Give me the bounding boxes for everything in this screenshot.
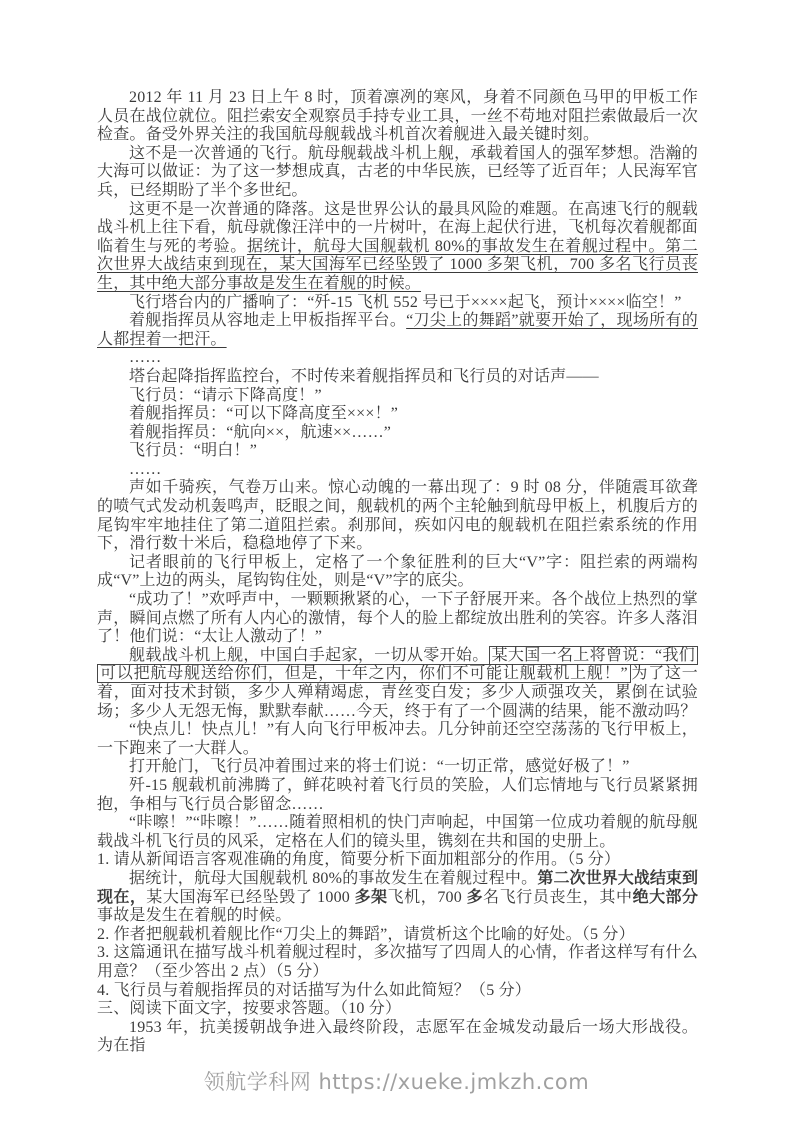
paragraph — [97, 647, 698, 721]
paragraph — [97, 424, 698, 443]
text-run: 2012 年 11 月 23 日上午 8 时，顶着凛冽的寒风，身着不同颜色马甲的甲板工作人员在战位就位。阻拦索安全观察员手持专业工具，一丝不苟地对阻拦索做最后一次检查。备受外界关注的我国航母舰载战斗机首次着舰进入最关键时刻。 — [97, 89, 698, 144]
bold-emphasis-text: 第二次世界大战结束到现在， — [97, 869, 698, 906]
text-run: 1953 年，抗美援朝战争进入最终阶段，志愿军在金城发动最后一场大形战役。为在指 — [97, 1018, 698, 1055]
paragraph — [97, 814, 698, 851]
paragraph — [97, 442, 698, 461]
paragraph — [97, 758, 698, 777]
paragraph — [97, 721, 698, 758]
text-run: 歼-15 舰载机前沸腾了，鲜花映衬着飞行员的笑脸，人们忘情地与飞行员紧紧拥抱，争相与飞行员合影留念…… — [97, 776, 698, 813]
text-run: 飞行塔台内的广播响了：“歼-15 飞机 552 号已于××××起飞，预计××××临空！” — [129, 293, 682, 311]
text-run: 着舰指挥员：“航向××，航速××……” — [129, 423, 392, 441]
text-run: 声如千骑疾，气卷万山来。惊心动魄的一幕出现了：9 时 08 分，伴随震耳欲聋的喷气式发动机轰鸣声，眨眼之间，舰载机的两个主轮触到航母甲板上，机腹后方的尾钩牢牢地挂住了第二道阻拦索。刹那间，疾如闪电的舰载机在阻拦索系统的作用下，滑行数十米后，稳稳地停了下来。 — [97, 479, 698, 553]
text-run: “咔嚓！”“咔嚓！”……随着照相机的快门声响起，中国第一位成功着舰的航母舰载战斗机飞行员的风采，定格在人们的镜头里，镌刻在共和国的史册上。 — [97, 814, 698, 850]
article-text-block — [97, 89, 698, 1056]
text-run: 2. 作者把舰载机着舰比作“刀尖上的舞蹈”，请赏析这个比喻的好处。（5 分） — [97, 925, 635, 943]
text-run: 塔台起降指挥监控台，不时传来着舰指挥员和飞行员的对话声—— — [129, 367, 599, 385]
watermark — [0, 1066, 793, 1096]
underlined-text: “刀尖上的舞蹈”就要开始了，现场所有的人都捏着一把汗。 — [97, 312, 698, 348]
text-run: 名飞行员丧生，其中 — [483, 888, 633, 906]
paragraph — [97, 368, 698, 387]
paragraph — [97, 851, 698, 870]
paragraph — [97, 405, 698, 424]
text-run: 事故是发生在着舰的时候。 — [97, 907, 292, 925]
text-run: 某大国海军已经坠毁了 1000 — [146, 888, 355, 906]
text-run: …… — [129, 460, 162, 478]
text-run: 3. 这篇通讯在描写战斗机着舰过程时，多次描写了四周人的心情，作者这样写有什么用意？（至少答出 2 点）（5 分） — [97, 944, 698, 980]
text-run: 飞行员：“明白！” — [129, 442, 258, 460]
paragraph — [97, 479, 698, 553]
text-run: 据统计，航母大国舰载机 80%的事故发生在着舰过程中。 — [129, 869, 538, 887]
text-run: 记者眼前的飞行甲板上，定格了一个象征胜利的巨大“V”字：阻拦索的两端构成“V”上边的两头，尾钩钩住处，则是“V”字的底尖。 — [97, 553, 698, 590]
text-run: “快点儿！快点儿！”有人向飞行甲板冲去。几分钟前还空空荡荡的飞行甲板上，一下跑来了一大群人。 — [97, 721, 698, 757]
text-run: 打开舱门，飞行员冲着围过来的将士们说：“一切正常，感觉好极了！” — [129, 758, 630, 776]
bold-emphasis-text: 多架 — [354, 888, 388, 906]
paragraph — [97, 982, 698, 1001]
paragraph — [97, 201, 698, 294]
text-run: 着舰指挥员从容地走上甲板指挥平台。 — [129, 312, 407, 330]
watermark-text: 领航学科网 https://xueke.jmkzh.com — [203, 1070, 590, 1094]
text-run: 这更不是一次普通的降落。这是世界公认的最具风险的难题。在高速飞行的舰载战斗机上往下看，航母就像汪洋中的一片树叶，在海上起伏行进，飞机每次着舰都面临着生与死的考验。 — [97, 200, 698, 255]
text-run: 着舰指挥员：“可以下降高度至×××！” — [129, 405, 399, 423]
paragraph — [97, 461, 698, 480]
boxed-quote-text: 某大国一名上将曾说：“我们可以把航母舰送给你们，但是，十年之内，你们不可能让舰载机上舰！” — [97, 646, 698, 684]
paragraph — [97, 944, 698, 981]
paragraph — [97, 89, 698, 145]
paragraph — [97, 554, 698, 591]
paragraph — [97, 777, 698, 814]
paragraph — [97, 349, 698, 368]
underlined-text: 据统计，航母大国舰载机 80%的事故发生在着舰过程中。第二次世界大战结束到现在，某大国海军已经坠毁了 1000 多架飞机，700 多名飞行员丧生，其中绝大部分事故是发生在着舰的时候。 — [97, 237, 698, 292]
paragraph — [97, 591, 698, 647]
text-run: …… — [129, 349, 162, 367]
paragraph — [97, 1019, 698, 1056]
paragraph — [97, 294, 698, 313]
text-run: 这不是一次普通的飞行。航母舰载战斗机上舰，承载着国人的强军梦想。浩瀚的大海可以做证：为了这一梦想成真，古老的中华民族，已经等了近百年；人民海军官兵，已经期盼了半个多世纪。 — [97, 144, 698, 199]
paragraph — [97, 870, 698, 926]
bold-emphasis-text: 绝大部分 — [632, 888, 698, 906]
paragraph — [97, 1000, 698, 1019]
text-run: 飞机，700 — [387, 888, 467, 906]
bold-emphasis-text: 多 — [466, 888, 484, 906]
text-run: 为了这一着，面对技术封锁，多少人殚精竭虑，青丝变白发；多少人顽强攻关，累倒在试验场；多少人无怨无悔，默默奉献……今天，终于有了一个圆满的结果，能不激动吗？ — [97, 665, 698, 720]
text-run: 1. 请从新闻语言客观准确的角度，简要分析下面加粗部分的作用。（5 分） — [97, 851, 621, 869]
paragraph — [97, 145, 698, 201]
paragraph — [97, 387, 698, 406]
text-run: 舰载战斗机上舰，中国白手起家，一切从零开始。 — [129, 646, 489, 664]
paragraph — [97, 926, 698, 945]
paragraph — [97, 312, 698, 349]
text-run: 飞行员：“请示下降高度！” — [129, 386, 322, 404]
text-run: “成功了！”欢呼声中，一颗颗揪紧的心，一下子舒展开来。各个战位上热烈的掌声，瞬间点燃了所有人内心的激情，每个人的脸上都绽放出胜利的笑容。许多人落泪了！他们说：“太让人激动了！” — [97, 591, 698, 646]
text-run: 4. 飞行员与着舰指挥员的对话描写为什么如此简短？（5 分） — [97, 981, 532, 999]
text-run: 三、阅读下面文字，按要求答题。（10 分） — [97, 1000, 402, 1018]
